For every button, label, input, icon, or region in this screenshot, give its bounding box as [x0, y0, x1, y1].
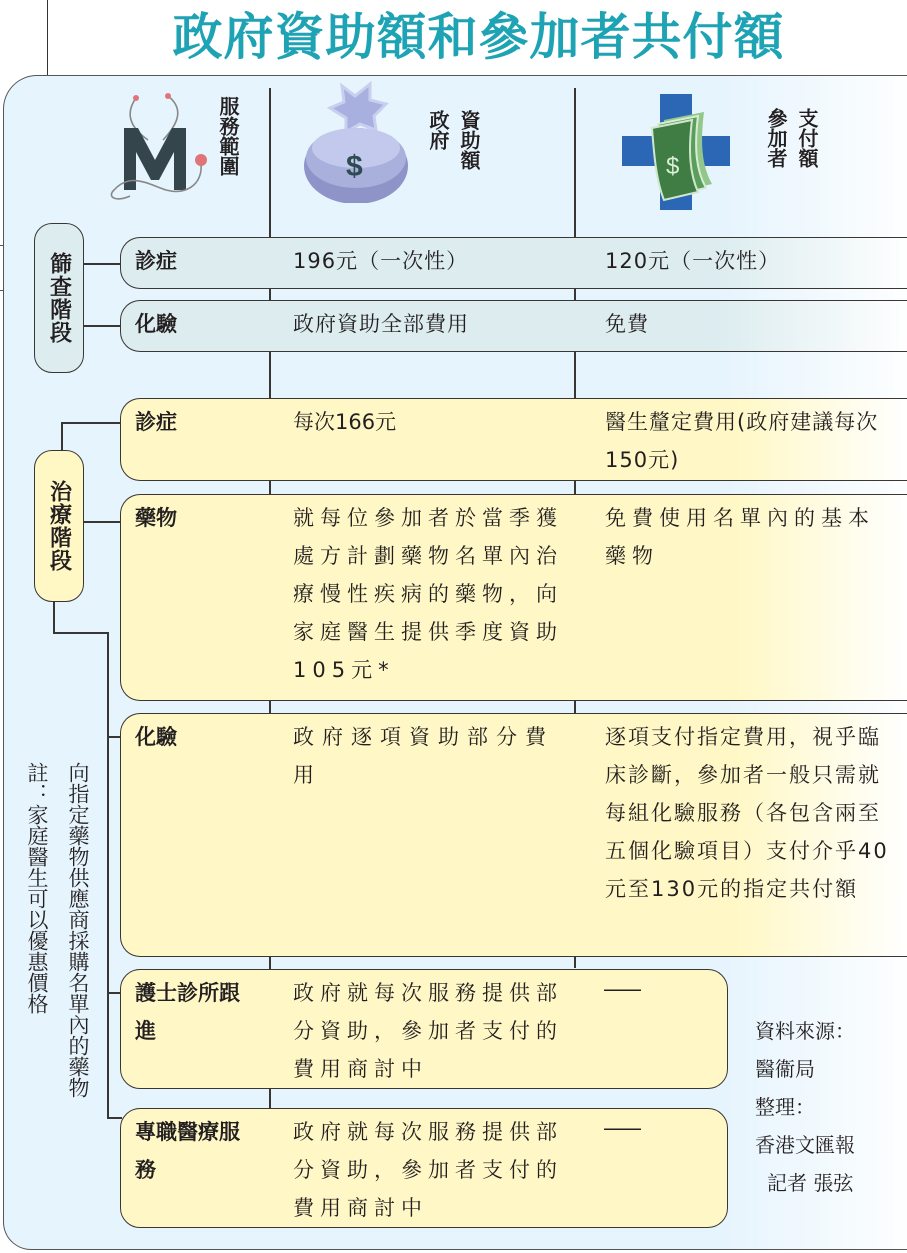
money-bag-icon: [300, 78, 410, 203]
svg-text:$: $: [666, 153, 680, 180]
table-row-screening-consult: [120, 237, 907, 289]
medical-cross-cash-icon: [622, 94, 732, 210]
row-gov-subsidy: 就每位參加者於當季獲處方計劃藥物名單內治療慢性疾病的藥物，向家庭醫生提供季度資助105元*: [293, 506, 563, 682]
header-pay-line1: 參加者: [764, 108, 788, 168]
connector: [107, 632, 109, 1119]
row-name: 化驗: [135, 312, 177, 336]
row-gov-subsidy: 政府就每次服務提供部分資助，參加者支付的費用商討中: [293, 1120, 563, 1220]
footnote-line-2: 向指定藥物供應商採購名單內的藥物: [66, 762, 90, 1098]
stage-screening-pill: [34, 223, 84, 373]
header-gov-line2: 資助額: [457, 110, 481, 170]
table-row-treatment-allied-health: [120, 1108, 728, 1228]
table-row-treatment-medication: [120, 494, 907, 701]
source-credit: [755, 1012, 855, 1202]
svg-text:$: $: [346, 150, 363, 183]
row-name: 護士診所跟進: [135, 981, 240, 1043]
table-row-treatment-lab: [120, 713, 907, 957]
connector: [84, 263, 122, 265]
stage-screening-label: 篩查階段: [46, 252, 72, 344]
row-name: 專職醫療服務: [135, 1120, 240, 1182]
row-gov-subsidy: 政府就每次服務提供部分資助，參加者支付的費用商討中: [293, 981, 563, 1081]
row-name: 診症: [135, 249, 177, 273]
stage-treatment-pill: [34, 450, 84, 602]
stage-treatment-label: 治療階段: [46, 480, 72, 572]
row-gov-subsidy: 政府資助全部費用: [293, 312, 469, 336]
row-name: 診症: [135, 410, 177, 434]
reporter: 記者 張弦: [767, 1171, 854, 1195]
row-participant-fee: 醫生釐定費用(政府建議每次150元): [605, 410, 879, 472]
table-row-treatment-consult: [120, 398, 907, 481]
header-pay-line2: 支付額: [795, 108, 819, 168]
connector: [107, 1117, 122, 1119]
row-name: 藥物: [135, 506, 177, 530]
row-gov-subsidy: 196元（一次性）: [293, 249, 469, 273]
footnote-line-1: 註：家庭醫生可以優惠價格: [25, 762, 49, 1014]
row-participant-fee: 免費: [605, 312, 649, 336]
table-row-treatment-nurse-clinic: [120, 969, 728, 1089]
connector: [53, 602, 55, 633]
source-value: 醫衞局: [755, 1057, 815, 1081]
connector: [84, 521, 122, 523]
header-service-scope: 服務範圍: [216, 96, 240, 176]
page-title: 政府資助額和參加者共付額: [172, 7, 785, 66]
row-participant-fee: 120元（一次性）: [605, 249, 781, 273]
header-gov-line1: 政府: [426, 110, 450, 150]
row-participant-fee: ——: [603, 977, 639, 1001]
connector: [84, 325, 122, 327]
row-gov-subsidy: 每次166元: [293, 410, 397, 434]
source-label: 資料來源：: [755, 1019, 855, 1043]
stethoscope-m-icon: [108, 92, 210, 202]
table-row-screening-lab: [120, 300, 907, 352]
connector: [61, 422, 122, 424]
connector: [53, 632, 109, 634]
row-name: 化驗: [135, 725, 177, 749]
row-participant-fee: 免費使用名單內的基本藥物: [605, 506, 875, 568]
row-gov-subsidy: 政府逐項資助部分費用: [293, 725, 554, 787]
row-participant-fee: ——: [603, 1116, 639, 1140]
publisher: 香港文匯報: [755, 1133, 855, 1157]
compiled-label: 整理：: [755, 1095, 815, 1119]
connector: [61, 422, 63, 451]
row-participant-fee: 逐項支付指定費用，視乎臨床診斷，參加者一般只需就每組化驗服務（各包含兩至五個化驗項目）支付介乎40元至130元的指定共付額: [605, 725, 889, 901]
